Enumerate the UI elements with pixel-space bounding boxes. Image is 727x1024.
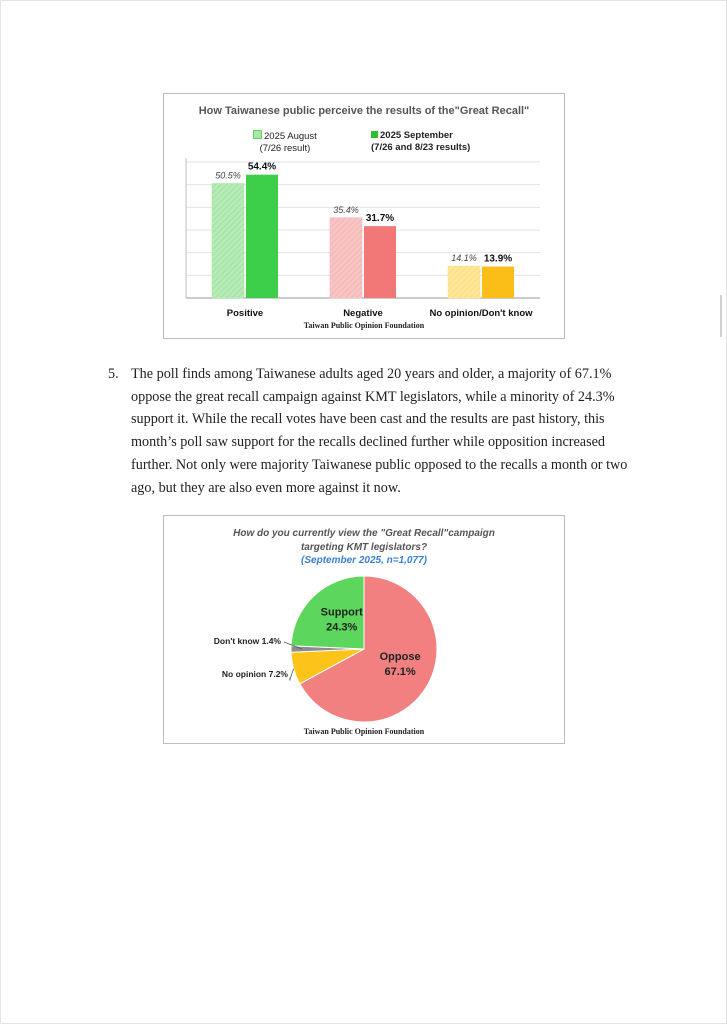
pie-label-oppose: Oppose	[379, 650, 421, 663]
bar-september-2	[482, 266, 514, 298]
pie-value-support: 24.3%	[326, 621, 358, 634]
pie-value-oppose: 67.1%	[384, 665, 416, 678]
bar-august-0	[212, 184, 244, 298]
paragraph-text: The poll finds among Taiwanese adults aged 20 years and older, a majority of 67.1% oppose the great recall campaign against KMT legislators, while a minority of 24.3% support it. While the recall votes have been cast and the results are past history, this month’s poll saw support for the recalls declined further while opposition increased further. Not only were majority Taiwanese public opposed to the recalls a month or two ago, but they are also even more against it now.	[131, 366, 628, 496]
legend-label-august: 2025 August	[264, 131, 317, 142]
bar-chart-figure	[163, 93, 565, 339]
bar-value-label: 50.5%	[215, 170, 241, 181]
category-label: Negative	[343, 308, 383, 319]
leader-line-no-opinion	[290, 668, 294, 680]
bar-september-0	[246, 175, 278, 298]
page-edge-marker	[720, 295, 722, 337]
paragraph-number: 5.	[108, 366, 119, 382]
pie-chart-credit: Taiwan Public Opinion Foundation	[303, 727, 425, 736]
bar-value-label: 35.4%	[333, 204, 359, 215]
bar-chart-plot	[164, 94, 564, 338]
bar-value-label: 13.9%	[483, 253, 513, 265]
pie-subtitle: (September 2025, n=1,077)	[301, 555, 427, 566]
bar-chart-title: How Taiwanese public perceive the results of the"Great Recall"	[198, 105, 530, 117]
pie-title-line2: targeting KMT legislators?	[300, 541, 428, 553]
pie-chart-plot	[164, 516, 564, 743]
category-label: No opinion/Don't know	[429, 308, 533, 319]
pie-label-no-opinion: No opinion 7.2%	[221, 669, 288, 679]
legend-sub-august: (7/26 result)	[259, 143, 311, 154]
legend-sub-september: (7/26 and 8/23 results)	[371, 142, 471, 153]
bar-august-2	[448, 266, 480, 298]
bar-value-label: 54.4%	[247, 161, 277, 173]
category-label: Positive	[226, 308, 264, 319]
bar-chart-credit: Taiwan Public Opinion Foundation	[303, 321, 425, 330]
bar-value-label: 31.7%	[365, 213, 395, 225]
pie-title-line1: How do you currently view the "Great Recall"campaign	[233, 528, 495, 539]
bar-september-1	[364, 226, 396, 298]
legend-label-september: 2025 September	[380, 130, 453, 141]
bar-value-label: 14.1%	[451, 253, 477, 264]
pie-chart-figure	[163, 515, 565, 744]
pie-label-support: Support	[320, 606, 363, 619]
bar-august-1	[330, 218, 362, 298]
pie-label-dont-know: Don't know 1.4%	[213, 636, 281, 646]
numbered-paragraph	[108, 363, 628, 499]
